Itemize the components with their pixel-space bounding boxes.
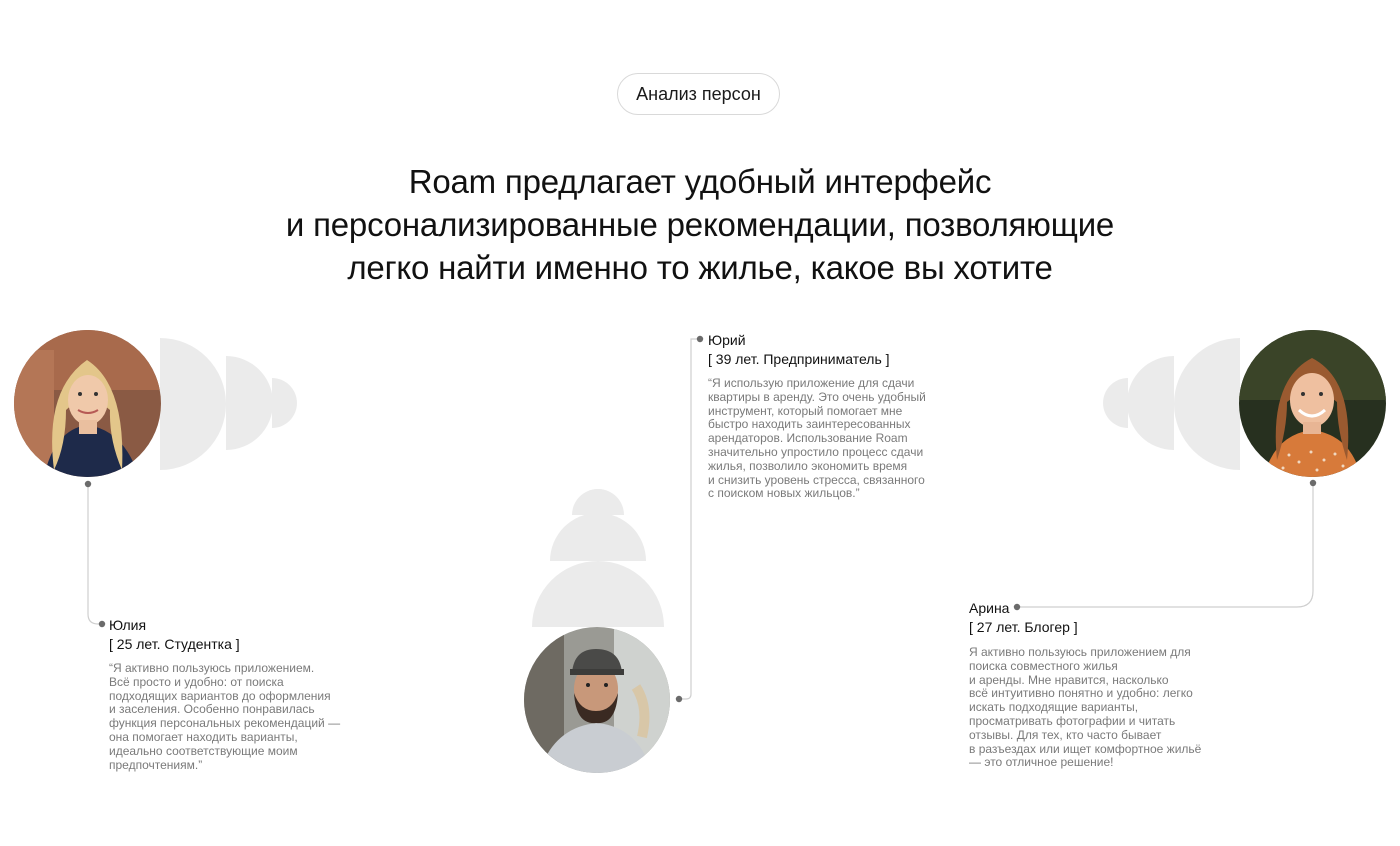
quote-line: поиска совместного жилья <box>969 658 1118 673</box>
quote-line: с поиском новых жильцов.” <box>708 486 860 501</box>
quote-line: отзывы. Для тех, кто часто бывает <box>969 727 1162 742</box>
julia-connector <box>88 484 102 624</box>
quote-line: и снизить уровень стресса, связанного <box>708 472 925 487</box>
yuri-label-dot <box>697 336 703 342</box>
quote-line: и аренды. Мне нравится, насколько <box>969 672 1169 687</box>
yuri-avatar <box>524 627 670 773</box>
quote-line: Я активно пользуюсь приложением для <box>969 645 1191 659</box>
yuri-name: Юрий <box>708 332 746 348</box>
quote-line: искать подходящие варианты, <box>969 700 1139 715</box>
quote-line: функция персональных рекомендаций — <box>109 716 341 731</box>
quote-line: просматривать фотографии и читать <box>969 713 1176 728</box>
yuri-connector <box>679 339 700 699</box>
quote-line: быстро находить заинтересованных <box>708 417 911 432</box>
headline-line-3: легко найти именно то жилье, какое вы хотите <box>347 249 1053 286</box>
julia-role: [ 25 лет. Студентка ] <box>109 636 240 652</box>
julia-avatar <box>14 330 161 477</box>
left-shape-medium <box>226 356 273 450</box>
quote-line: “Я использую приложение для сдачи <box>708 376 915 390</box>
center-shape-medium <box>550 513 646 561</box>
center-bell-shapes <box>532 489 664 627</box>
right-shape-medium <box>1127 356 1174 450</box>
left-shape-large <box>160 338 226 470</box>
center-shape-large <box>532 561 664 627</box>
quote-line: идеально соответствующие моим <box>109 743 298 758</box>
quote-line: и заселения. Особенно понравилась <box>109 702 315 717</box>
right-shape-large <box>1174 338 1240 470</box>
arina-role: [ 27 лет. Блогер ] <box>969 619 1078 635</box>
arina-avatar-dot <box>1310 480 1316 486</box>
quote-line: она помогает находить варианты, <box>109 729 298 744</box>
quote-line: в разъездах или ищет комфортное жильё <box>969 741 1202 756</box>
headline-line-2: и персонализированные рекомендации, позволяющие <box>285 206 1115 243</box>
quote-line: предпочтениям.” <box>109 757 203 772</box>
julia-avatar-dot <box>85 481 91 487</box>
quote-line: инструмент, который помогает мне <box>708 403 903 418</box>
quote-line: всё интуитивно понятно и удобно: легко <box>969 686 1193 701</box>
headline-line-1: Roam предлагает удобный интерфейс <box>408 163 992 200</box>
quote-line: жилья, позволило экономить время <box>708 458 908 473</box>
center-shape-tiny <box>583 489 613 499</box>
section-badge: Анализ персон <box>617 73 780 115</box>
quote-line: квартиры в аренду. Это очень удобный <box>708 389 926 404</box>
yuri-avatar-dot <box>676 696 682 702</box>
right-bell-shapes <box>1103 338 1240 470</box>
left-bell-shapes <box>160 338 297 470</box>
arina-label-dot <box>1014 604 1020 610</box>
quote-line: “Я активно пользуюсь приложением. <box>109 661 315 675</box>
arina-avatar <box>1239 330 1386 477</box>
quote-line: Всё просто и удобно: от поиска <box>109 674 284 689</box>
quote-line: — это отличное решение! <box>969 755 1114 770</box>
julia-name: Юлия <box>109 617 147 633</box>
arina-name: Арина <box>969 600 1010 616</box>
arina-connector <box>1017 483 1313 607</box>
arina-quote <box>969 646 1201 770</box>
quote-line: значительно упростило процесс сдачи <box>708 444 924 459</box>
yuri-role: [ 39 лет. Предприниматель ] <box>708 351 890 367</box>
yuri-quote <box>708 377 926 501</box>
quote-line: арендаторов. Использование Roam <box>708 431 908 446</box>
quote-line: подходящих вариантов до оформления <box>109 688 331 703</box>
julia-quote <box>109 662 340 772</box>
julia-label-dot <box>99 621 105 627</box>
